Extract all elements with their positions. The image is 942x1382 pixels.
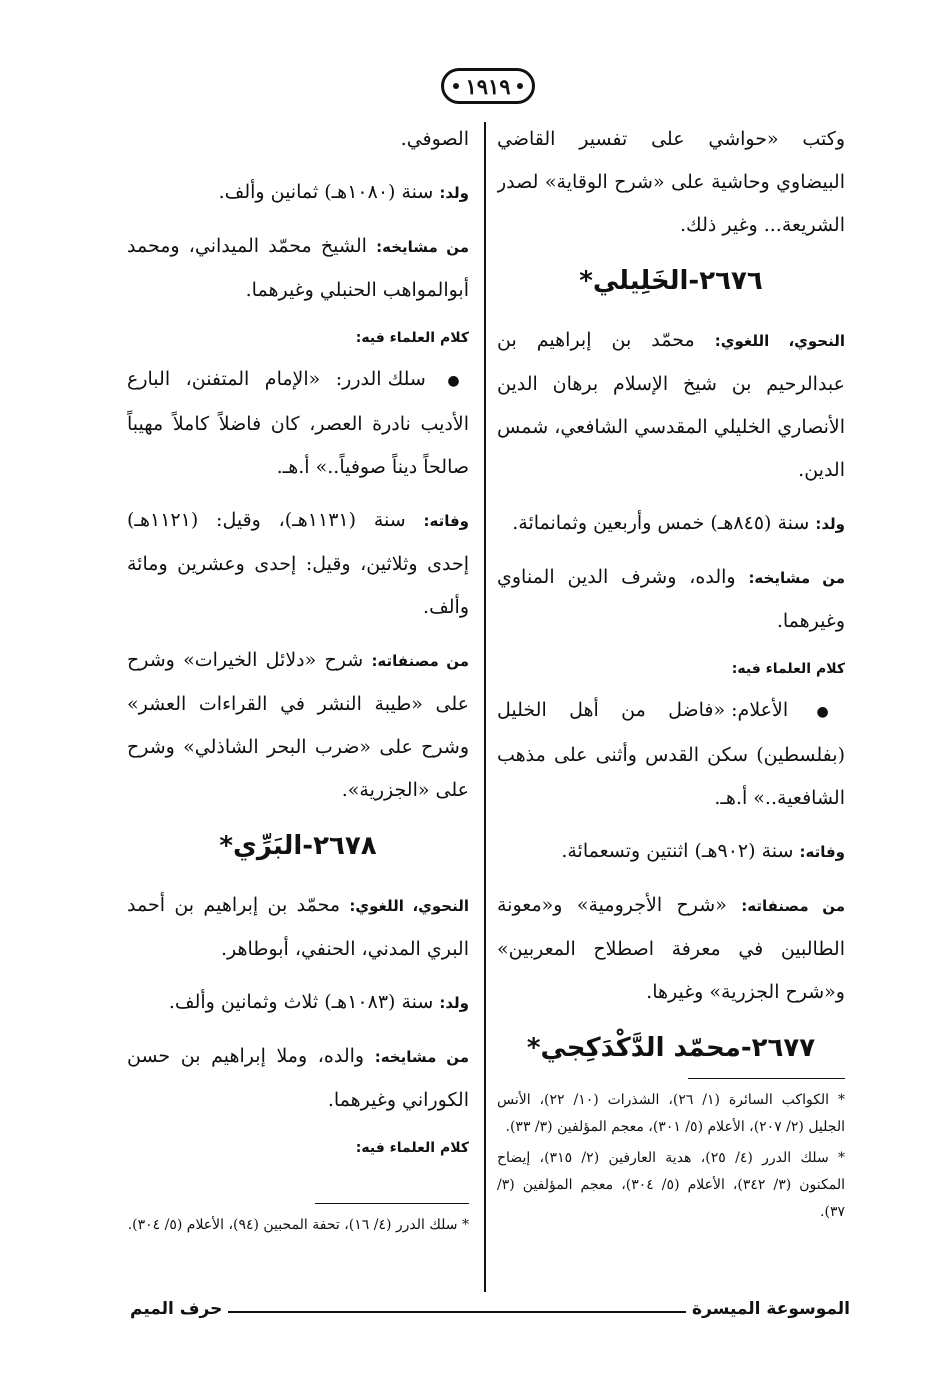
- entry-2676-born: [497, 502, 845, 546]
- field-label: ولد:: [439, 994, 469, 1012]
- field-label: من مشايخه:: [748, 569, 845, 587]
- entry-title-2676: ٢٦٧٦-الخَلِيلي*: [579, 266, 763, 296]
- page-number: [441, 68, 535, 104]
- intro-paragraph: وكتب «حواشي على تفسير القاضي البيضاوي وحاشية على «شرح الوقاية» لصدر الشريعة... وغير ذلك.: [497, 128, 845, 236]
- footnote-rule: [315, 1203, 469, 1204]
- field-label: النحوي، اللغوي:: [714, 332, 845, 350]
- field-label: من مصنفاته:: [741, 897, 845, 915]
- entry-2678-quote: [127, 1168, 469, 1173]
- field-label: النحوي، اللغوي:: [349, 897, 469, 915]
- field-text: والده، وملا إبراهيم بن حسن الكوراني وغيرهما.: [127, 1045, 469, 1111]
- bullet-icon: ●: [447, 373, 469, 389]
- field-text: سنة (٨٤٥هـ) خمس وأربعين وثمانمائة.: [512, 512, 810, 534]
- dot-icon: [453, 83, 459, 89]
- entry-title-2678: ٢٦٧٨-البَرِّي*: [219, 831, 377, 861]
- scholars-heading: كلام العلماء فيه:: [355, 330, 469, 346]
- page-footer: [130, 1292, 850, 1326]
- field-text: الشيخ محمّد الميداني، ومحمد أبوالمواهب الحنبلي وغيرهما.: [127, 235, 469, 301]
- entry-2676-teachers: [497, 556, 845, 643]
- asterisk-icon: *: [829, 1092, 845, 1108]
- entry-2677-teachers: [127, 225, 469, 312]
- footer-book-title: الموسوعة الميسرة: [692, 1299, 850, 1319]
- entry-2677-works: [127, 639, 469, 812]
- field-text: سنة (١٠٨٣هـ) ثلاث وثمانين وألف.: [168, 991, 434, 1013]
- field-text: محمّد بن إبراهيم بن أحمد البري المدني، الحنفي، أبوطاهر.: [127, 894, 469, 960]
- page-number-text: ١٩١٩: [465, 73, 511, 99]
- field-text: سنة (١١٣١هـ)، وقيل: (١١٢١هـ) إحدى وثلاثين، وقيل: إحدى وعشرين ومائة وألف.: [127, 509, 469, 618]
- field-label: وفاته:: [799, 843, 845, 861]
- footnotes-left: [127, 1203, 469, 1243]
- entry-2677-quote: [127, 358, 469, 489]
- field-text: والده، وشرف الدين المناوي وغيرهما.: [497, 566, 845, 632]
- footnote: [497, 1145, 845, 1226]
- field-label: ولد:: [439, 184, 469, 202]
- bullet-icon: ●: [816, 704, 845, 720]
- scholars-heading: كلام العلماء فيه:: [731, 661, 845, 677]
- footnote: [497, 1087, 845, 1141]
- footnote-text: الكواكب السائرة (١/ ٢٦)، الشذرات (١٠/ ٢٢)، الأنس الجليل (٢/ ٢٠٧)، الأعلام (٥/ ٣٠١)، معجم المؤلفين (٣/ ٣٣).: [497, 1092, 845, 1135]
- footnotes-right: [497, 1078, 845, 1230]
- entry-2677-death: [127, 499, 469, 629]
- scholars-heading: كلام العلماء فيه:: [355, 1140, 469, 1156]
- entry-2676-works: [497, 884, 845, 1014]
- asterisk-icon: *: [457, 1217, 469, 1233]
- asterisk-icon: *: [828, 1150, 846, 1166]
- field-label: من مصنفاته:: [371, 652, 469, 670]
- column-divider: [484, 122, 486, 1292]
- quote-text: سلك الدرر: «الإمام المتفنن، البارع الأديب نادرة العصر، كان فاضلاً كاملاً مهيباً صالحاً ديناً صوفياً..» أ.هـ.: [127, 368, 469, 478]
- field-text: شرح «دلائل الخيرات» وشرح على «طيبة النشر في القراءات العشر» وشرح على «ضرب البحر الشاذلي» وشرح على «الجزرية».: [127, 649, 469, 801]
- field-text: سنة (٩٠٢هـ) اثنتين وتسعمائة.: [561, 840, 794, 862]
- footnote-text: سلك الدرر (٤/ ٢٥)، هدية العارفين (٢/ ٣١٥)، إيضاح المكنون (٣/ ٣٤٢)، الأعلام (٥/ ٣٠٤)، معجم المؤلفين (٣/ ٣٧).: [497, 1150, 845, 1220]
- entry-2678-born: [127, 981, 469, 1025]
- field-text: «شرح الأجرومية» و«معونة الطالبين في معرفة اصطلاح المعربين» و«شرح الجزرية» وغيرها.: [497, 894, 845, 1003]
- entry-2676-quote: [497, 689, 845, 820]
- entry-2677-sufi: الصوفي.: [400, 128, 469, 150]
- dot-icon: [517, 83, 523, 89]
- field-text: محمّد بن إبراهيم بن عبدالرحيم بن شيخ الإسلام برهان الدين الأنصاري الخليلي المقدسي الشافعي، شمس الدين.: [497, 329, 845, 481]
- footnote: [127, 1212, 469, 1239]
- footer-rule: [228, 1311, 686, 1313]
- footnote-text: سلك الدرر (٤/ ١٦)، تحفة المحبين (٩٤)، الأعلام (٥/ ٣٠٤).: [127, 1217, 458, 1233]
- field-label: وفاته:: [423, 512, 469, 530]
- field-text: سنة (١٠٨٠هـ) ثمانين وألف.: [218, 181, 434, 203]
- entry-title-2677: ٢٦٧٧-محمّد الدَّكْدَكِجي*: [526, 1033, 816, 1063]
- entry-2678-teachers: [127, 1035, 469, 1122]
- quote-text: الأعلام: «فاضل من أهل الخليل (بفلسطين) سكن القدس وأثنى على مذهب الشافعية..» أ.هـ.: [497, 699, 845, 809]
- entry-2678-description: [127, 884, 469, 971]
- field-label: من مشايخه:: [374, 1048, 469, 1066]
- entry-2677-born: [127, 171, 469, 215]
- entry-2676-death: [497, 830, 845, 874]
- right-column: [497, 118, 845, 1078]
- footnote-rule: [688, 1078, 845, 1079]
- field-label: ولد:: [815, 515, 845, 533]
- footer-section-title: حرف الميم: [130, 1299, 223, 1319]
- left-column: [127, 118, 469, 1173]
- entry-2676-description: [497, 319, 845, 492]
- field-label: من مشايخه:: [376, 238, 469, 256]
